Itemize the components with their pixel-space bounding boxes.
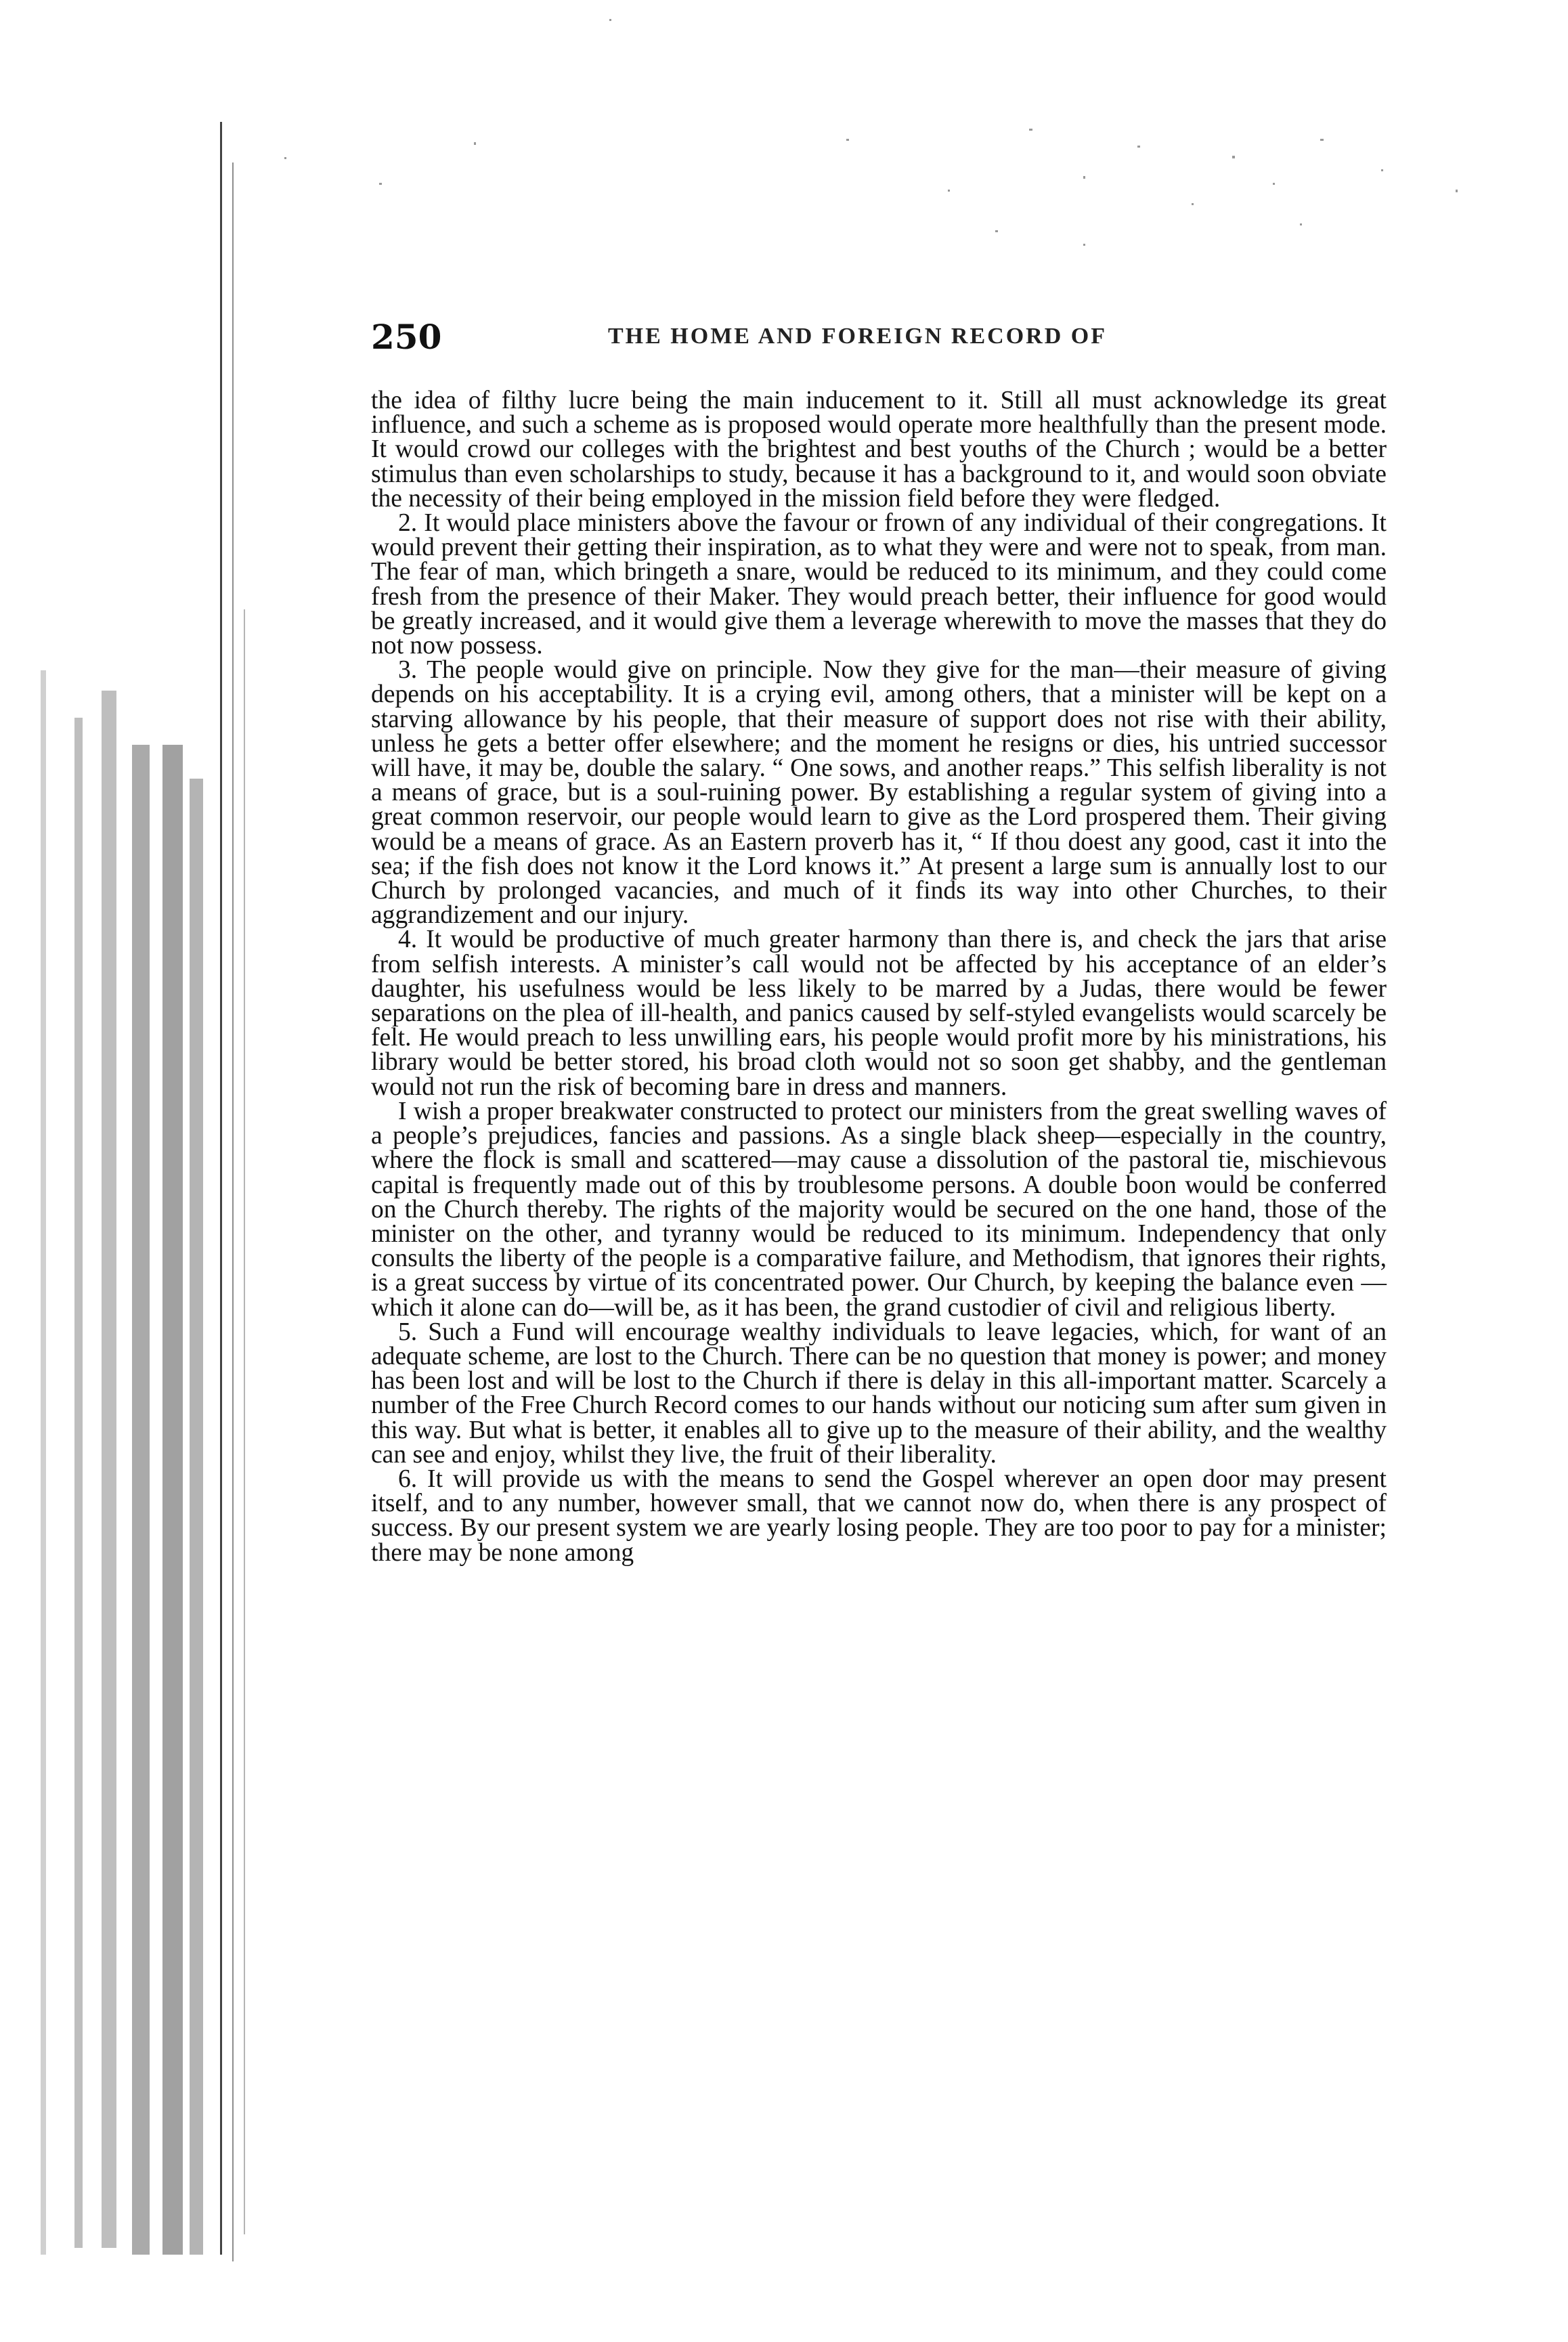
paragraph-point-2: 2. It would place ministers above the favour or frown of any individual of their congregations. It would prevent their getting their inspiration, as to what they were and were not to speak, from man. The fear of man, which bringeth a snare, would be reduced to its minimum, and they could come fresh from the presence of their Maker. They would preach better, their influence for good would be greatly increased, and it would give them a leverage wherewith to move the masses that they do not now possess. [371, 509, 1387, 660]
paragraph-point-6: 6. It will provide us with the means to send the Gospel wherever an open door may present itself, and to any number, however small, that we cannot now do, when there is any prospect of success. By our present system we are yearly losing people. They are too poor to pay for a minister; there may be none among [371, 1465, 1387, 1567]
running-title: THE HOME AND FOREIGN RECORD OF [608, 324, 1107, 349]
page-number: 250 [371, 317, 442, 357]
paragraph-point-3: 3. The people would give on principle. Now they give for the man—their measure of giving depends on his acceptability. It is a crying evil, among others, that a minister will be kept on a starving allowance by his people, that their measure of support does not rise with their ability, unless he gets a better offer elsewhere; and the moment he resigns or dies, his untried successor will have, it may be, double the salary. “ One sows, and another reaps.” This selfish liberality is not a means of grace, but is a soul-ruining power. By establishing a regular system of giving into a great common reservoir, our people would learn to give as the Lord prospered them. Their giving would be a means of grace. As an Eastern proverb has it, “ If thou doest any good, cast it into the sea; if the fish does not know it the Lord knows it.” At present a large sum is annually lost to our Church by prolonged vacancies, and much of it finds its way into other Churches, to their aggrandizement and our injury. [371, 656, 1387, 930]
article-body [371, 389, 1387, 1565]
paragraph-point-4: 4. It would be productive of much greater harmony than there is, and check the jars that arise from selfish interests. A minister’s call would not be affected by his acceptance of an elder’s daughter, his usefulness would be less likely to be marred by a Judas, there would be fewer separations on the plea of ill-health, and panics caused by self-styled evangelists would scarcely be felt. He would preach to less unwilling ears, his people would profit more by his ministrations, his library would be better stored, his broad cloth would not so soon get shabby, and the gentleman would not run the risk of becoming bare in dress and manners. [371, 926, 1387, 1101]
paragraph-point-5: 5. Such a Fund will encourage wealthy individuals to leave legacies, which, for want of an adequate scheme, are lost to the Church. There can be no question that money is power; and money has been lost and will be lost to the Church if there is delay in this all-important matter. Scarcely a number of the Free Church Record comes to our hands without our noticing sum after sum given in this way. But what is better, it enables all to give up to the measure of their ability, and the wealthy can see and enjoy, whilst they live, the fruit of their liberality. [371, 1318, 1387, 1469]
paragraph-breakwater: I wish a proper breakwater constructed to protect our ministers from the great swelling waves of a people’s prejudices, fancies and passions. As a single black sheep—especially in the country, where the flock is small and scattered—may cause a dissolution of the pastoral tie, mischievous capital is frequently made out of this by troublesome persons. A double boon would be conferred on the Church thereby. The rights of the majority would be secured on the one hand, those of the minister on the other, and tyranny would be reduced to its minimum. Independency that only consults the liberty of the people is a comparative failure, and Methodism, that ignores their rights, is a great success by virtue of its concentrated power. Our Church, by keeping the balance even —which it alone can do—will be, as it has been, the grand custodier of civil and religious liberty. [371, 1097, 1387, 1322]
paragraph-continuation: the idea of filthy lucre being the main inducement to it. Still all must acknowledge its great influence, and such a scheme as is proposed would operate more healthfully than the present mode. It would crowd our colleges with the brightest and best youths of the Church ; would be a better stimulus than even scholarships to study, because it has a background to it, and would soon obviate the necessity of their being employed in the mission field before they were fledged. [371, 387, 1387, 513]
page-header [371, 317, 1393, 364]
